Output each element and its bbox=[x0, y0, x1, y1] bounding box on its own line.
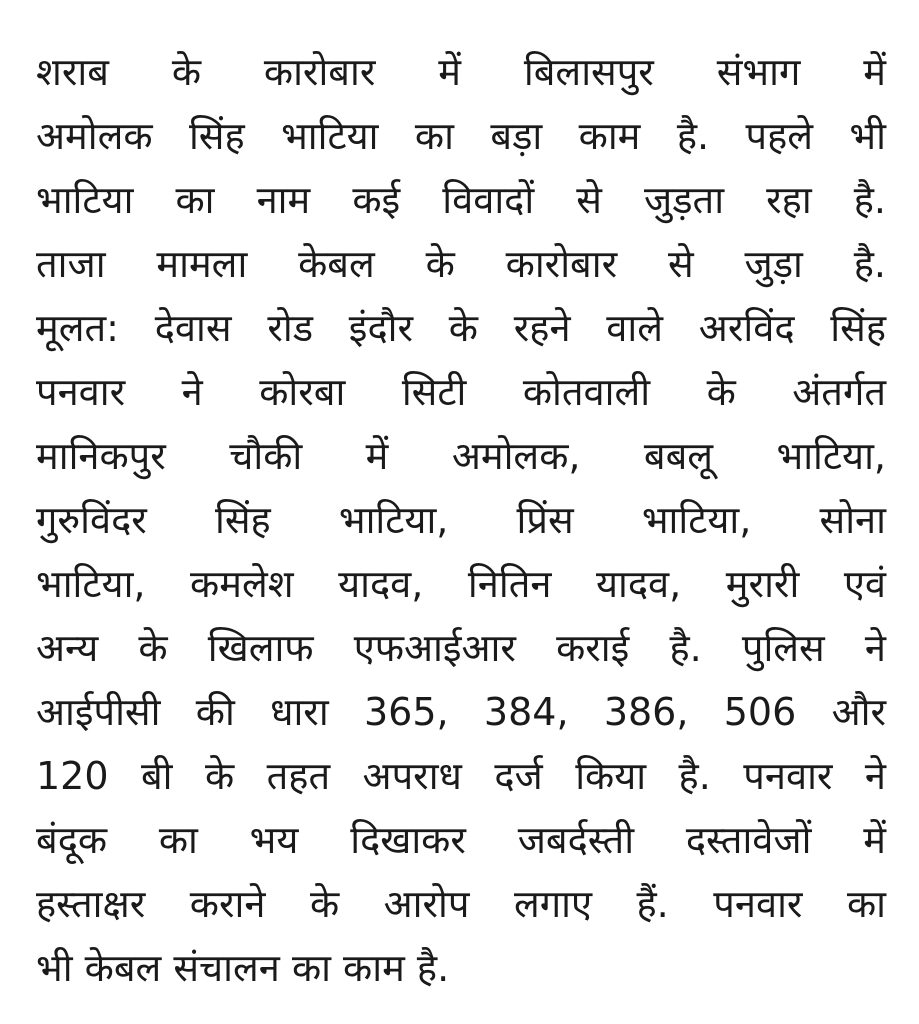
paragraph-line: बंदूक का भय दिखाकर जबर्दस्ती दस्तावेजों में bbox=[36, 818, 886, 862]
paragraph-line: 120 बी के तहत अपराध दर्ज किया है. पनवार ने bbox=[36, 754, 886, 798]
paragraph-line: पनवार ने कोरबा सिटी कोतवाली के अंतर्गत bbox=[36, 370, 886, 414]
paragraph-line: मानिकपुर चौकी में अमोलक, बबलू भाटिया, bbox=[36, 434, 886, 478]
article-paragraph bbox=[36, 40, 886, 1000]
paragraph-line: भाटिया, कमलेश यादव, नितिन यादव, मुरारी एवं bbox=[36, 562, 886, 606]
paragraph-line: ताजा मामला केबल के कारोबार से जुड़ा है. bbox=[36, 242, 886, 286]
paragraph-line: हस्ताक्षर कराने के आरोप लगाए हैं. पनवार का bbox=[36, 882, 886, 926]
paragraph-line: अन्य के खिलाफ एफआईआर कराई है. पुलिस ने bbox=[36, 626, 886, 670]
paragraph-line: आईपीसी की धारा 365, 384, 386, 506 और bbox=[36, 690, 886, 734]
paragraph-line: शराब के कारोबार में बिलासपुर संभाग में bbox=[36, 50, 886, 94]
paragraph-line: गुरुविंदर सिंह भाटिया, प्रिंस भाटिया, सोना bbox=[36, 498, 886, 542]
paragraph-line: मूलत: देवास रोड इंदौर के रहने वाले अरविंद सिंह bbox=[36, 306, 886, 350]
paragraph-line: अमोलक सिंह भाटिया का बड़ा काम है. पहले भी bbox=[36, 114, 886, 158]
paragraph-line: भाटिया का नाम कई विवादों से जुड़ता रहा है. bbox=[36, 178, 886, 222]
paragraph-line: भी केबल संचालन का काम है. bbox=[36, 946, 450, 990]
